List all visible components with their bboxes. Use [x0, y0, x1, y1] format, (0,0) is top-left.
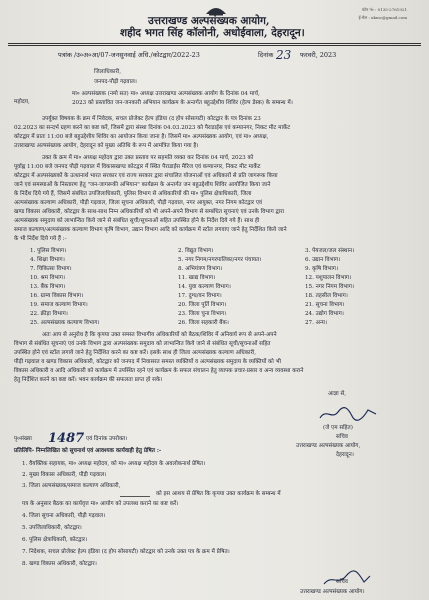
department-item: 17. दुग्ध/वन विभाग।	[178, 293, 222, 299]
blank-line	[120, 496, 150, 497]
department-item: 14. युवा कल्याण विभाग।	[178, 284, 231, 290]
copy-item: 6. पुलिस क्षेत्राधिकारी, कोटद्वार।	[22, 537, 88, 543]
body-line: पौड़ी गढ़वाल व खण्ड विकास अधिकारी, कोटद्वार को जनपद में निवासरत समस्त व्यक्तियों व अल्पसंख्यक समुदाय के व्यक्तियों को भी	[14, 359, 281, 365]
signature-scribble	[318, 406, 378, 422]
body-line: अतः आप से अनुरोध है कि कृपया उक्त समस्त विभागीय अधिकारियों को बैठक/शिविर में अनिवार्य रूप से अपने-अपने	[42, 332, 277, 338]
body-line: विभाग से संबंधित सूचनाएं एवं उनके विभाग द्वारा अल्पसंख्यक समुदाय को लाभान्वित किये जाने से संबंधित सूची/सूचनाओं सहित	[14, 341, 271, 347]
department-item: 1. पुलिस विभाग।	[30, 248, 67, 254]
addressee-line: जिलाधिकारी,	[94, 69, 121, 75]
header-rule	[8, 43, 421, 44]
signoff-designation: सचिव	[336, 579, 348, 585]
department-item: 11. खाद्य विभाग।	[178, 275, 216, 281]
body-line: उत्तराखण्ड अल्पसंख्यक आयोग, देहरादून को मुख्य अतिथि के रूप में आमंत्रित किया गया है।	[14, 143, 199, 149]
body-line: जाने एवं समस्याओं के निस्तारण हेतु "जन-जागरूकी अभियान" कार्यक्रम के अन्तर्गत जन बहुउद्देशीय शिविर आयोजित किया जाने	[14, 182, 271, 188]
body-line: समाज कल्याण/अल्पसंख्यक कल्याण विभाग कृषि विभाग, उद्यान विभाग आदि को कार्यक्रम में स्टॉल लगवाए जाने हेतु निर्देशित किये जाने	[14, 227, 287, 233]
copy-item: 7. निदेशक, सचल प्रोजेक्ट हेल्प इंडिया (द होप सोसायटी) कोटद्वार को उनके उक्त पत्र के क्रम में प्रेषित।	[22, 549, 230, 555]
copy-item: 2. मुख्य विकास अधिकारी, पौड़ी गढ़वाल।	[22, 472, 107, 478]
department-item: 15. नगर निगम विभाग।	[305, 284, 355, 290]
org-name: उत्तराखण्ड अल्पसंख्यक आयोग,	[148, 15, 270, 27]
department-item: 25. अल्पसंख्यक कल्याण विभाग।	[30, 320, 100, 326]
subject-line: 2023 को प्रस्तावित जन-जनकारी अभियान कार्यक्रम के अन्तर्गत बहुउद्देशीय शिविर (हेल्प डेस्क) के सम्बन्ध में।	[72, 100, 293, 106]
copy-intro: प्रतिलिपि- निम्नलिखित को सूचनार्थ एवं आवश्यक कार्यवाही हेतु प्रेषित :-	[14, 448, 162, 454]
signoff-org: उत्तराखण्ड अल्पसंख्यक आयोग।	[300, 589, 365, 595]
department-item: 27. अन्य।	[305, 320, 327, 326]
addressee-line: जनपद-पौड़ी गढ़वाल।	[94, 79, 137, 85]
department-item: 22. क्रीड़ा विभाग।	[30, 311, 68, 317]
subject-line: मा० अल्पसंख्यक (नमो सत) मा० अध्यक्ष उत्तराखण्ड अल्पसंख्यक आयोग के दिनांक 04 मार्च,	[72, 91, 260, 97]
department-item: 7. चिकित्सा विभाग।	[30, 266, 72, 272]
department-item: 9. कृषि विभाग।	[305, 266, 339, 272]
copy-item: पत्र के अनुसार बैठक का कार्यवृत्त मा० आयोग को उपलब्ध कराने का कष्ट करें।	[22, 501, 179, 507]
department-item: 19. समाज कल्याण विभाग।	[30, 302, 88, 308]
contact-phone: फोन नं० : 0135-2761921	[361, 7, 407, 12]
body-line: उपर्युक्त विषयक के क्रम में निवेदक, सचल प्रोजेक्ट हेल्प इंडिया (द होप सोसायटी) कोटद्वार के पत्र दिनांक 23	[42, 116, 261, 122]
department-item: 10. श्रम विभाग।	[30, 275, 65, 281]
department-item: 23. जिला चुना विभाग।	[178, 311, 227, 317]
department-item: 8. अभियंत्रण विभाग।	[178, 266, 223, 272]
body-line: कोटद्वार में अल्पसंख्यकों के उत्थानार्थ भारत सरकार एवं राज्य सरकार द्वारा संचालित योजनाओं एवं अधिकारों से प्रति जागरूक किया	[14, 173, 278, 179]
department-item: 24. उद्योग विभाग।	[305, 311, 344, 317]
date-day-handwritten: 23	[276, 48, 292, 62]
body-line: अल्पसंख्यक समुदाय को लाभान्वित किये जाने से संबंधित सूची/सूचनाओं सहित उपस्थित होने के निर्देश दिये गये हैं। साथ ही	[14, 218, 260, 224]
letter-number: पत्रांक /उ०अ०आ/07-जनसुनवाई अधि./कोटद्वार/2022-23	[58, 51, 200, 59]
body-line: 02.2023 का सन्दर्भ ग्रहण करने का कष्ट करें, जिसमें द्वारा संस्था दिनांक 04.03.2023 को पैराडाईस एवं कम्यानगर, निकट मीट मार्केट	[14, 125, 291, 131]
date-month-year: फरवरी, 2023	[300, 51, 337, 59]
header-rule-secondary	[8, 45, 421, 46]
department-item: 13. बैंक विभाग।	[30, 284, 66, 290]
department-item: 6. उद्यान विभाग।	[305, 257, 341, 263]
copy-item: 5. उपजिलाधिकारी, कोटद्वार।	[22, 525, 82, 531]
copy-item: 1. वैयक्तिक सहायक, मा० अध्यक्ष महोदय, को मा० अध्यक्ष महोदय के अवलोकनार्थ प्रेषित।	[22, 461, 206, 467]
department-item: 4. शिक्षा विभाग।	[30, 257, 65, 263]
copy-label-prefix: पृ०संख्या	[14, 436, 32, 442]
department-item: 20. जिला पूर्ति विभाग।	[178, 302, 227, 308]
body-line: विकास अधिकारी व आदि अधिकारी को कार्यक्रम में उपस्थित रहने एवं कार्यक्रम के सफल संचालन हेतु व्यापक प्रचार-प्रसार व अन्य व्यवस्था कराने	[14, 368, 304, 374]
body-line: उपस्थित होने एवं स्टॉल लगाये जाने हेतु निर्देशित करने का कष्ट करें। इसके साथ ही जिला अल्पसंख्यक कल्याण अधिकारी,	[14, 350, 256, 356]
copy-item: 8. खण्ड विकास अधिकारी, कोटद्वार।	[22, 561, 97, 567]
body-line: खण्ड विकास अधिकारी, कोटद्वार के साथ-साथ निम्न अधिकारियों को भी अपने-अपने विभाग से सम्बंधित सूचनाएं एवं उनके विभाग द्वारा	[14, 209, 284, 215]
contact-email: ई-मेल : ukmc@gmail.com	[358, 15, 407, 20]
copy-item: को इस आशय से प्रेषित कि कृपया उक्त कार्यक्रम के सम्बन्ध में	[156, 491, 281, 497]
body-line: पूर्वाह्न 11:00 बजे जनपद पौड़ी गढ़वाल में विकासखण्ड कोटद्वार में स्थित पैराडाईस मैरिज एवं कम्यानगर, निकट मीट मार्केट	[14, 164, 261, 170]
department-item: 2. विद्युत विभाग।	[178, 248, 214, 254]
copy-item: 3. जिला अल्पसंख्यक/समाज कल्याण अधिकारी,	[22, 483, 121, 489]
department-item: 12. पशुपालन विभाग।	[305, 275, 352, 281]
department-item: 3. पेयजल/जल संस्थान।	[305, 248, 355, 254]
closing: आज्ञा से,	[328, 391, 347, 397]
body-line: कोटद्वार में प्रातः 11:00 बजे बहुउद्देशीय शिविर का आयोजन किया जाना है। जिसमें मा० अल्पसंख्यक आयोग, एवं मा० अध्यक्ष,	[14, 134, 269, 140]
signatory-city: देहरादून।	[336, 452, 354, 458]
department-item: 26. जिला सहकारी बैंक।	[178, 320, 229, 326]
copy-label-suffix: एवं दिनांक उपरोक्त।	[86, 436, 128, 442]
department-item: 5. नगर निगम/नगरपालिका/नगर पंचायत।	[178, 257, 262, 263]
date-label: दिनांक	[258, 51, 274, 59]
body-line: के निर्देश दिये गये हैं, जिसमें संबंधित उपजिलाधिकारी, पुलिस विभाग से अधिकारियों की मा० पुलिस क्षेत्राधिकारी, जिला	[14, 191, 252, 197]
body-line: अल्पसंख्यक कल्याण अधिकारी, पौड़ी गढ़वाल, जिला सूचना अधिकारी, पौड़ी गढ़वाल, नगर आयुक्त, नगर निगम कोटद्वार एवं	[14, 200, 263, 206]
body-line: के भी निर्देश दिये गये हैं :-	[14, 236, 67, 242]
department-item: 16. ग्राम्य विकास विभाग।	[30, 293, 84, 299]
body-line: हेतु निर्देशित करने का कष्ट करें। भवन कार्यक्रम की सफलता प्राप्त हो सके।	[14, 377, 163, 383]
signatory-name: (जे एम सहित)	[323, 425, 353, 431]
signatory-designation: सचिव	[336, 434, 348, 440]
copy-item: 4. जिला सूचना अधिकारी, पौड़ी गढ़वाल।	[22, 513, 106, 519]
salutation: महोदय,	[14, 99, 30, 105]
org-address: शहीद भगत सिंह कॉलोनी, अधोईवाला, देहरादून।	[120, 27, 305, 39]
body-line: उक्त के क्रम में मा० अध्यक्ष महोदय द्वारा उक्त प्रस्ताव पर सहमति व्यक्त कर दिनांक 04 मार्च, 2023 को	[42, 155, 254, 161]
department-item: 21. सूचना विभाग।	[305, 302, 345, 308]
signatory-org: उत्तराखण्ड अल्पसंख्यक आयोग,	[296, 443, 361, 449]
department-item: 18. तहसील विभाग।	[305, 293, 348, 299]
dispatch-number-handwritten: 1487	[48, 431, 85, 446]
